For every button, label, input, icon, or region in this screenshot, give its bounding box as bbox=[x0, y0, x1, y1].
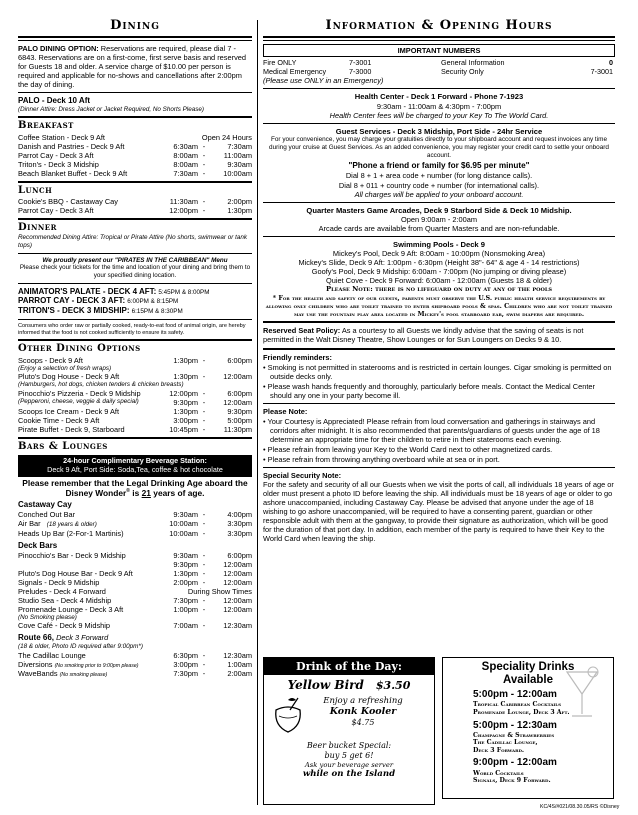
list-item: Coffee Station - Deck 9 Aft Open 24 Hours bbox=[18, 132, 252, 142]
list-item: 5:00pm - 12:00am Tropical Caribbean Cocktails Promenade Lounge, Deck 3 Aft. bbox=[473, 689, 570, 717]
divider bbox=[263, 88, 615, 89]
palo-attire: (Dinner Attire: Dress Jacket or Jacket Required, No Shorts Please) bbox=[18, 105, 204, 113]
list-item: Heads Up Bar (2-For-1 Martinis) 10:00am - 3:30pm bbox=[18, 528, 252, 538]
footnote: KC/4S/#021/08.30.05/RS ©Disney bbox=[540, 804, 620, 810]
divider bbox=[18, 116, 252, 118]
bars-title: Bars & Lounges bbox=[18, 441, 108, 453]
dinner-menu: We proudly present our "PIRATES IN THE CARIBBEAN" Menu bbox=[42, 256, 228, 264]
list-item: Conched Out Bar 9:30am - 4:00pm bbox=[18, 510, 252, 520]
list-item: Scoops - Deck 9 Aft 1:30pm - 6:00pm bbox=[18, 355, 252, 365]
list-item: Pinocchio's Pizzeria - Deck 9 Midship 12:00pm - 6:00pm bbox=[18, 389, 252, 399]
column-divider bbox=[257, 20, 258, 805]
list-item: • Smoking is not permitted in staterooms and is restricted in certain lounges. Cigar smoking is permitted on outside decks only. bbox=[263, 362, 612, 381]
dining-column bbox=[18, 18, 252, 679]
divider bbox=[18, 92, 252, 93]
divider bbox=[263, 36, 615, 41]
list-item: The Cadillac Lounge 6:30pm - 12:30am bbox=[18, 650, 252, 660]
palo-option bbox=[18, 44, 252, 89]
information-title: Information & Opening Hours bbox=[325, 18, 553, 33]
divider bbox=[18, 319, 252, 320]
friendly-reminders-title: Friendly reminders: bbox=[263, 352, 332, 362]
divider bbox=[263, 467, 615, 468]
list-item: Parrot Cay - Deck 3 Aft 8:00am - 11:00am bbox=[18, 150, 252, 160]
dinner-room: ANIMATOR'S PALATE - DECK 4 AFT: 5:45PM & 8:00PM bbox=[18, 286, 210, 296]
drink-main: Yellow Bird $3.50 bbox=[287, 678, 411, 693]
list-item: • Please refrain from leaving your Key to the World Card next to other magnetized cards. bbox=[263, 444, 553, 454]
divider bbox=[18, 218, 252, 220]
important-numbers: Fire ONLY Medical Emergency 7-3001 7-3000 General Information Security Only 0 7-3001 bbox=[263, 57, 613, 76]
consumer-note: Consumers who order raw or partially cooked, ready-to-eat food of animal origin, are hereby informed that the food is not cooked sufficiently to ensure its safety. bbox=[18, 322, 246, 336]
list-item: WaveBands (No smoking please) 7:30pm - 2:00am bbox=[18, 669, 252, 679]
security-note-title: Special Security Note: bbox=[263, 470, 342, 480]
speciality-drinks bbox=[442, 657, 614, 799]
security-note-text: For the safety and security of all our Guests when we visit the ports of call, all individuals 18 years of age or older must present a photo ID before leaving the ship. All individuals must be 18 years of age or older to go ashore unaccompanied, including Castaway Cay. Please be advised that anyone under the age of 18 wishing to go ashore unaccompanied, will be required to have a consenting parent, guardian or other responsible adult with them at the gangway, to provide their signature as authorization, which will be good for the duration of that port day. In addition, each member of the party is required to have their Key to the World Card when leaving the ship. bbox=[263, 479, 614, 544]
list-item: 9:00pm - 12:00am World Cocktails Signals, Deck 9 Forward. bbox=[473, 757, 557, 785]
dinner-check: Please check your tickets for the time and location of your dining and bring them to your specified dining location. bbox=[19, 264, 251, 279]
beer-special: Beer bucket Special: buy 5 get 6! Ask your beverage server while on the Island bbox=[302, 741, 396, 779]
item-note: (No Smoking please) bbox=[18, 613, 77, 621]
game-arcade: Quarter Masters Game Arcades, Deck 9 Starbord Side & Deck 10 Midship. Open 9:00am - 2:00am Arcade cards are available from Quarter Masters and are non-refundable. bbox=[306, 205, 572, 233]
dinner-room: TRITON'S - DECK 3 MIDSHIP: 6:15PM & 8:30PM bbox=[18, 306, 183, 316]
list-item: Pinocchio's Bar - Deck 9 Midship 9:30am - 6:00pm bbox=[18, 550, 252, 560]
cocktail-glass-icon bbox=[557, 664, 607, 724]
drink-feature: Enjoy a refreshing Konk Kooler $4.75 bbox=[264, 696, 434, 736]
divider bbox=[263, 202, 615, 203]
numbers-note: (Please use ONLY in an Emergency) bbox=[263, 76, 384, 86]
list-item: 9:30pm - 12:00am bbox=[173, 559, 252, 569]
breakfast-title: Breakfast bbox=[18, 120, 74, 132]
speciality-title: Speciality Drinks Available bbox=[481, 661, 575, 686]
list-item: Pluto's Dog House - Deck 9 Aft 1:30pm - 12:00am bbox=[18, 372, 252, 382]
divider bbox=[263, 236, 615, 237]
reserved-seat-policy: Reserved Seat Policy: As a courtesy to all Guests we kindly advise that the saving of seats is not permitted in the Walt Disney Theatre, Show Lounges or for Sun Loungers on Decks 9 & 10. bbox=[263, 325, 584, 344]
dinner-attire: Recommended Dining Attire: Tropical or Pirate Attire (No shorts, swimwear or tank tops) bbox=[18, 234, 247, 249]
divider bbox=[263, 348, 615, 350]
list-item: Cove Café - Deck 9 Midship 7:00am - 12:30am bbox=[18, 621, 252, 631]
health-center: Health Center - Deck 1 Forward - Phone 7-1923 9:30am - 11:00am & 4:30pm - 7:00pm Health Center fees will be charged to your Key To The World Card. bbox=[329, 92, 549, 120]
information-column bbox=[263, 18, 615, 543]
divider bbox=[18, 283, 252, 284]
divider bbox=[263, 321, 615, 323]
item-note: (Enjoy a selection of fresh wraps) bbox=[18, 364, 112, 372]
divider bbox=[18, 339, 252, 341]
drink-of-the-day bbox=[263, 657, 435, 805]
item-note: (Hamburgers, hot dogs, chicken tenders & chicken breasts) bbox=[18, 381, 184, 389]
divider bbox=[18, 253, 252, 254]
guest-services: Guest Services - Deck 3 Midship, Port Side - 24hr Service For your convenience, you may charge your gratuities directly to your shipboard account and request invoices any time during your cruise at Guest Services. As an added convenience, you may register your credit card to settle your onboard account. "Phone a friend or family for $6.95 per minute" Dial 8 + 1 + area code + number (for long distance calls). Dial 8 + 011 + country code + number (for international calls). All charges will be applied to your onboard account. bbox=[269, 126, 609, 199]
lunch-title: Lunch bbox=[18, 184, 53, 196]
swimming-pools: Swimming Pools - Deck 9 Mickey's Pool, Deck 9 Aft: 8:00am - 10:00pm (Nonsmoking Area) Mickey's Slide, Deck 9 Aft: 1:00pm - 6:30pm (Height 38"- 64" & age 4 - 14 restrictions) Goofy's Pool, Deck 9 Midship: 6:00am - 7:00pm (No jumping or diving please) Quiet Cove - Deck 9 Forward: 6:00am - 12:00am (Guests 18 & older) Please Note: there is no lifeguard on duty at any of the pools * For the health and safety of our guests, parents must observe the U.S. public health service requirements by allowing only children who are toilet trained to enter shipboard pools & spas. Children who are not toilet trained may use the fountain play area located in Mickey's pool starboard ear, swim diapers are required. bbox=[265, 239, 613, 318]
route66-heading: Route 66, Deck 3 Forward bbox=[18, 633, 109, 643]
list-item: Parrot Cay - Deck 3 Aft 12:00pm - 1:30pm bbox=[18, 206, 252, 215]
list-item: Pluto's Dog House Bar - Deck 9 Aft 1:30pm - 12:00am bbox=[18, 568, 252, 578]
castaway-title: Castaway Cay bbox=[18, 500, 72, 510]
divider bbox=[18, 36, 252, 41]
route66-note: (18 & older, Photo ID required after 9:00pm*) bbox=[18, 643, 143, 651]
coconut-drink-icon bbox=[270, 696, 306, 736]
list-item: Cookie's BBQ - Castaway Cay 11:30am - 2:00pm bbox=[18, 196, 252, 206]
divider bbox=[18, 181, 252, 183]
list-item: Danish and Pastries - Deck 9 Aft 6:30am - 7:30am bbox=[18, 141, 252, 151]
list-item: Air Bar (18 years & older) 10:00am - 3:30pm bbox=[18, 519, 252, 529]
list-item: 5:00pm - 12:30am Champagne & Strawberries The Cadillac Lounge, Deck 3 Forward. bbox=[473, 719, 557, 754]
list-item: Cookie Time - Deck 9 Aft 3:00pm - 5:00pm bbox=[18, 416, 252, 426]
list-item: Preludes - Deck 4 Forward During Show Times bbox=[18, 586, 252, 596]
list-item: • Please wash hands frequently and thoroughly, particularly before meals. Contact the Medical Center should any one in your party become ill. bbox=[263, 381, 595, 400]
important-numbers-title: IMPORTANT NUMBERS bbox=[263, 44, 615, 57]
palo-heading: PALO - Deck 10 Aft bbox=[18, 96, 91, 106]
list-item: • Please refrain from throwing anything overboard while at sea or in port. bbox=[263, 454, 500, 464]
please-note-title: Please Note: bbox=[263, 406, 308, 416]
list-item: Beach Blanket Buffet - Deck 9 Aft 7:30am - 10:00am bbox=[18, 168, 252, 178]
list-item: Scoops Ice Cream - Deck 9 Aft 1:30pm - 9:30pm bbox=[18, 407, 252, 417]
dinner-title: Dinner bbox=[18, 222, 57, 234]
drink-header: Drink of the Day: bbox=[264, 658, 434, 675]
palo-option-text: Reservations are required, please dial 7 - 6843. Reservations are on a first-come, first serve basis and reserved for Guests 18 and older. A service charge of $10.00 per person is required and applicable for no-shows and cancellations after 2:00pm the day of dining. bbox=[18, 43, 246, 89]
list-item: Signals - Deck 9 Midship 2:00pm - 12:00am bbox=[18, 577, 252, 587]
breakfast-list bbox=[18, 133, 252, 178]
divider bbox=[263, 123, 615, 124]
list-item: Promenade Lounge - Deck 3 Aft 1:00pm - 12:00am bbox=[18, 604, 252, 614]
divider bbox=[263, 403, 615, 404]
palo-option-label: PALO DINING OPTION: bbox=[18, 43, 99, 53]
drinking-age-notice: Please remember that the Legal Drinking Age aboard the Disney Wonder® is 21 years of age. bbox=[22, 477, 248, 498]
other-dining-title: Other Dining Options bbox=[18, 343, 141, 355]
list-item: • Your Courtesy is Appreciated! Please refrain from loud conversation and gatherings in stairways and corridors after midnight. It is also recommended that parents/guardians of guests under the age of 18 determine an appropriate time for their children to retire in their staterooms each evening. bbox=[263, 416, 600, 444]
deck-bars-title: Deck Bars bbox=[18, 540, 58, 550]
list-item: Studio Sea - Deck 4 Midship 7:30pm - 12:00am bbox=[18, 595, 252, 605]
divider bbox=[18, 437, 252, 439]
list-item: Diversions (No smoking prior to 9:00pm please) 3:00pm - 1:00am bbox=[18, 659, 252, 669]
list-item: Triton's - Deck 3 Midship 8:00am - 9:30am bbox=[18, 159, 252, 169]
beverage-station-banner: 24-hour Complimentary Beverage Station: Deck 9 Aft, Port Side: Soda,Tea, coffee & hot chocolate bbox=[18, 455, 252, 477]
list-item: Pirate Buffet - Deck 9, Starboard 10:45pm - 11:30pm bbox=[18, 425, 252, 435]
list-item: (Pepperoni, cheese, veggie & daily special) 9:30pm - 12:00am bbox=[18, 398, 252, 408]
dining-title: Dining bbox=[110, 18, 160, 33]
dinner-room: PARROT CAY - DECK 3 AFT: 6:00PM & 8:15PM bbox=[18, 296, 179, 306]
